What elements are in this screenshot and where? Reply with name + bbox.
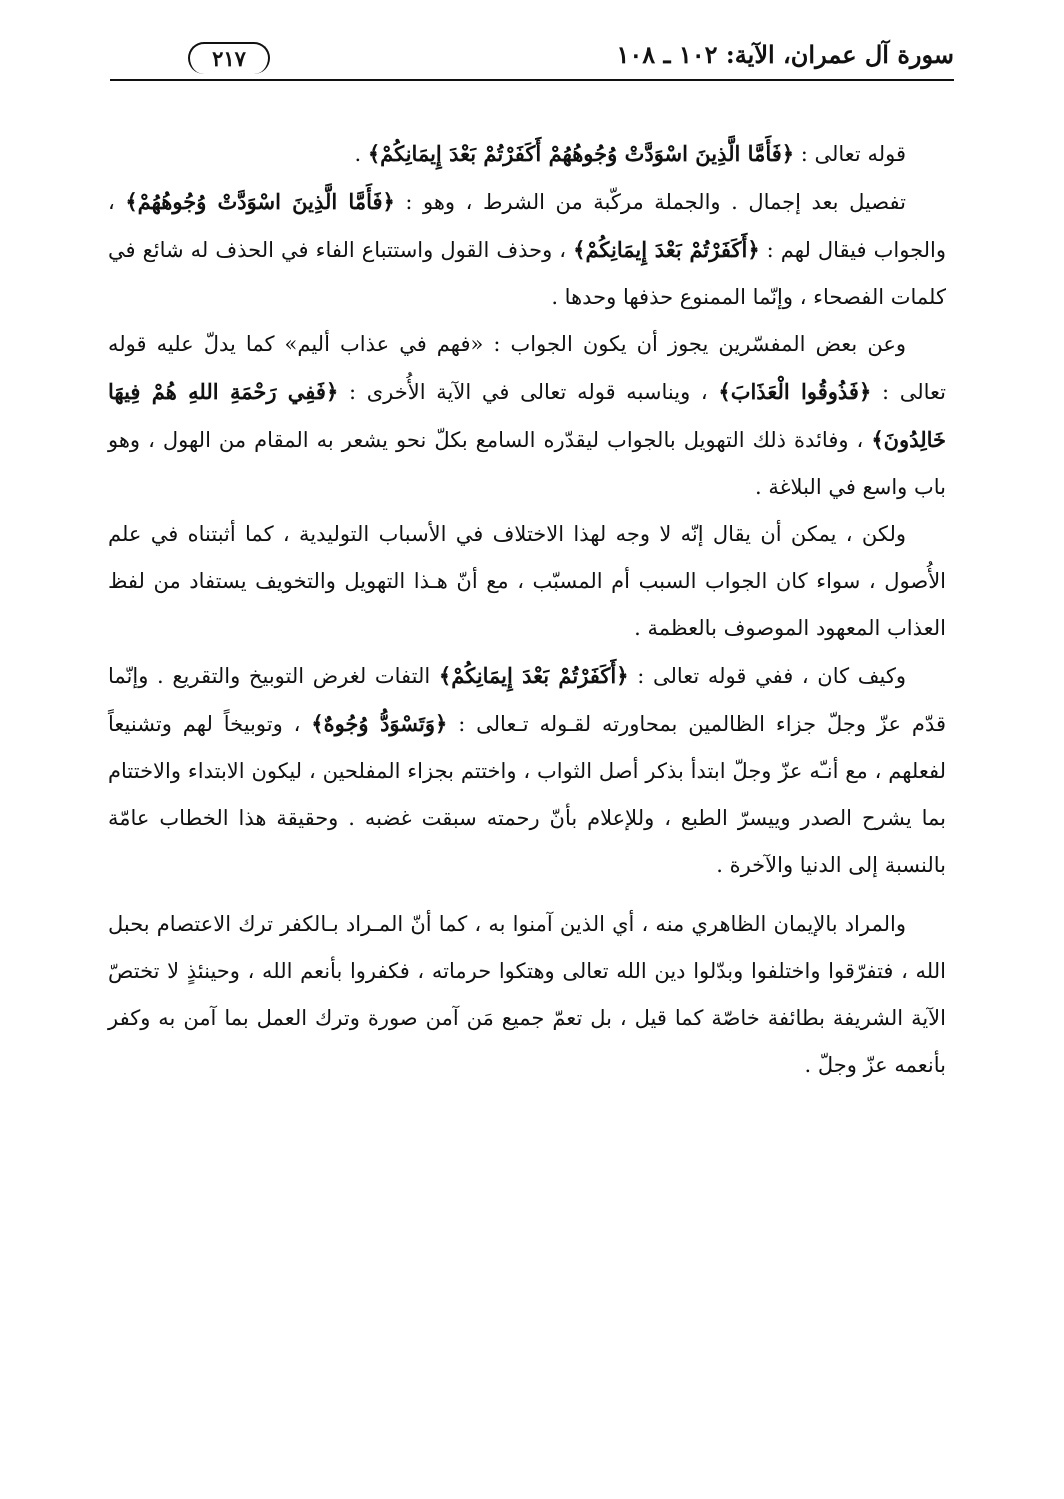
paragraph [108, 321, 946, 511]
paragraph [108, 178, 946, 321]
body-text [108, 130, 946, 1089]
text-run: ، وتوبيخاً لهم وتشنيعاً لفعلهم ، مع أنـّه عزّ وجلّ ابتدأ بذكر أصل الثواب ، واختتم بجزاء المفلحين ، ليكون الابتداء والاختتام بما يشرح الصدر وييسرّ الطبع ، وللإعلام بأنّ رحمته سبقت غضبه . وحقيقة هذا الخطاب عامّة بالنسبة إلى الدنيا والآخرة . [108, 712, 946, 877]
text-run: ، وحذف القول واستتباع الفاء في الحذف له شائع في كلمات الفصحاء ، وإنّما الممنوع حذفها وحدها . [108, 238, 946, 309]
page-header [110, 36, 954, 80]
text-run: ولكن ، يمكن أن يقال إنّه لا وجه لهذا الاختلاف في الأسباب التوليدية ، كما أثبتناه في علم الأُصول ، سواء كان الجواب السبب أم المسبّب ، مع أنّ هـذا التهويل والتخويف يستفاد من لفظ العذاب المعهود الموصوف بالعظمة . [108, 522, 946, 640]
quran-verse: ﴿فَذُوقُوا الْعَذَابَ﴾ [718, 379, 872, 404]
paragraph [108, 652, 946, 889]
quran-verse: ﴿فَأَمَّا الَّذِينَ اسْوَدَّتْ وُجُوهُهُمْ﴾ [125, 189, 395, 214]
text-run: ، ويناسبه قوله تعالى في الآية الأُخرى : [338, 380, 719, 404]
quran-verse: ﴿أَكَفَرْتُمْ بَعْدَ إِيمَانِكُمْ﴾ [573, 237, 760, 262]
quran-verse: ﴿فَفِي رَحْمَةِ اللهِ هُمْ فِيهَا خَالِدُونَ﴾ [108, 379, 946, 452]
text-run: وكيف كان ، ففي قوله تعالى : [628, 664, 906, 688]
running-title: سورة آل عمران، الآية: ١٠٢ ـ ١٠٨ [616, 40, 954, 69]
quran-verse: ﴿وَتَسْوَدُّ وُجُوهٌ﴾ [311, 711, 448, 736]
text-run: قوله تعالى : [794, 142, 906, 166]
paragraph [108, 901, 946, 1089]
text-run: تفصيل بعد إجمال . والجملة مركّبة من الشرط ، وهو : [394, 190, 906, 214]
text-run: وعن بعض المفسّرين يجوز أن يكون الجواب : «فهم في عذاب أليم» كما يدلّ عليه قوله تعالى : [108, 332, 946, 404]
paragraph [108, 511, 946, 652]
quran-verse: ﴿أَكَفَرْتُمْ بَعْدَ إِيمَانِكُمْ﴾ [438, 663, 629, 688]
text-run: . [354, 142, 368, 166]
quran-verse: ﴿فَأَمَّا الَّذِينَ اسْوَدَّتْ وُجُوهُهُمْ أَكَفَرْتُمْ بَعْدَ إِيمَانِكُمْ﴾ [367, 141, 795, 166]
text-run: التفات لغرض التوبيخ والتقريع . وإنّما قدّم عزّ وجلّ جزاء الظالمين بمحاورته لقـوله تـعالى : [108, 664, 946, 736]
text-run: ، والجواب فيقال لهم : [108, 190, 946, 262]
header-rule [110, 79, 954, 81]
page-number: ٢١٧ [188, 42, 270, 74]
text-run: والمراد بالإيمان الظاهري منه ، أي الذين آمنوا به ، كما أنّ المـراد بـالكفر ترك الاعتصام بحبل الله ، فتفرّقوا واختلفوا وبدّلوا دين الله تعالى وهتكوا حرماته ، فكفروا بأنعم الله ، وحينئذٍ لا تختصّ الآية الشريفة بطائفة خاصّة كما قيل ، بل تعمّ جميع مَن آمن صورة وترك العمل بما آمن به وكفر بأنعمه عزّ وجلّ . [108, 912, 946, 1077]
text-run: ، وفائدة ذلك التهويل بالجواب ليقدّره السامع بكلّ نحو يشعر به المقام من الهول ، وهو باب واسع في البلاغة . [108, 428, 946, 499]
paragraph [108, 130, 946, 178]
